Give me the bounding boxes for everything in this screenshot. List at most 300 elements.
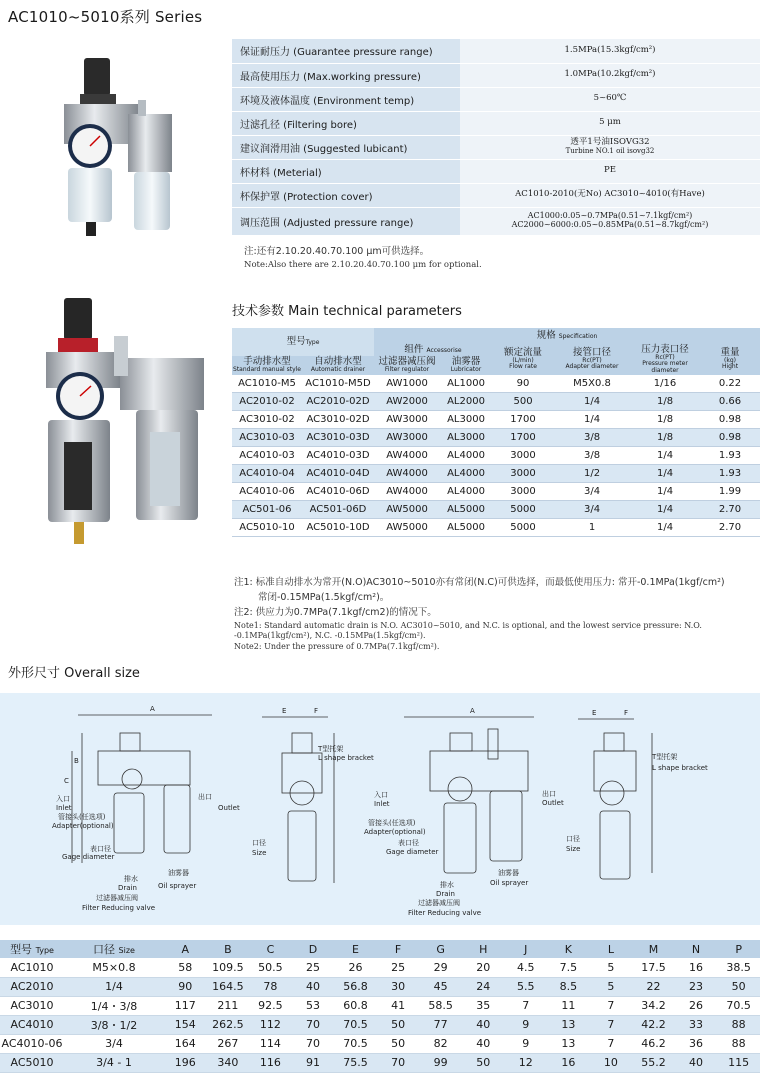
- dims-cell: AC4010: [0, 1015, 64, 1034]
- dims-cell: 8.5: [547, 977, 590, 996]
- dims-cell: 3/4: [64, 1034, 164, 1053]
- dims-cell: 154: [164, 1015, 207, 1034]
- filter-note-cn: 注:还有2.10.20.40.70.100 μm可供选择。: [244, 246, 430, 257]
- dims-cell: 4.5: [505, 958, 548, 977]
- dims-cell: 267: [207, 1034, 250, 1053]
- dims-cell: 29: [419, 958, 462, 977]
- params-cell: 5000: [492, 519, 554, 537]
- inlet-en-2: Inlet: [374, 800, 390, 808]
- dims-row: [0, 996, 760, 1015]
- dims-cell: 33: [675, 1015, 718, 1034]
- dims-cell: 77: [419, 1015, 462, 1034]
- dims-header-label: B: [224, 942, 232, 956]
- spec-label: 建议润滑用油 (Suggested lubicant): [232, 135, 460, 159]
- params-cell: AW1000: [374, 375, 440, 393]
- dims-header-label: L: [607, 942, 614, 956]
- svg-text:A: A: [150, 705, 155, 713]
- spec-value: AC1010-2010(无No) AC3010~4010(有Have): [515, 189, 705, 200]
- svg-text:C: C: [64, 777, 69, 785]
- dims-cell: 88: [717, 1034, 760, 1053]
- dims-cell: 70: [377, 1053, 420, 1072]
- dims-header-label: 型号: [10, 943, 33, 956]
- oil-en-2: Oil sprayer: [490, 879, 529, 887]
- spec-row: [232, 87, 760, 111]
- dims-cell: AC1010: [0, 958, 64, 977]
- params-row: [232, 447, 760, 465]
- note2-cn: 注2: 供应力为0.7MPa(7.1kgf/cm2)的情况下。: [234, 607, 437, 619]
- dims-cell: 70.5: [717, 996, 760, 1015]
- params-cell: AC5010-10D: [302, 519, 374, 537]
- params-cell: 2.70: [700, 519, 760, 537]
- params-row: [232, 429, 760, 447]
- col-model: 型号: [286, 336, 306, 348]
- spec-row: [232, 183, 760, 207]
- outlet-en-2: Outlet: [542, 799, 564, 807]
- dims-cell: 7: [590, 1015, 633, 1034]
- dims-cell: 3/8・1/2: [64, 1015, 164, 1034]
- col-model-en: Type: [305, 339, 320, 347]
- dims-cell: 7: [505, 996, 548, 1015]
- dims-cell: 50: [717, 977, 760, 996]
- params-cell: 1/4: [630, 483, 700, 501]
- dims-cell: 22: [632, 977, 675, 996]
- params-cell: 1/4: [554, 411, 630, 429]
- dims-header-sub: Type: [35, 946, 54, 955]
- dims-cell: 25: [377, 958, 420, 977]
- params-cell: 3000: [492, 465, 554, 483]
- params-cell: AL4000: [440, 465, 492, 483]
- spec-row: [232, 135, 760, 159]
- params-cell: AL4000: [440, 447, 492, 465]
- adapter-cn: 管接头(任选项): [58, 813, 106, 821]
- dims-header-cell: [462, 940, 505, 958]
- dims-header-label: D: [308, 942, 318, 956]
- spec-table: [232, 39, 760, 236]
- product-image-small: [50, 50, 190, 250]
- params-cell: 1/4: [630, 447, 700, 465]
- dims-header-row: [0, 940, 760, 958]
- dims-header-cell: [505, 940, 548, 958]
- params-cell: AL5000: [440, 519, 492, 537]
- dims-cell: 13: [547, 1015, 590, 1034]
- params-cell: AC501-06D: [302, 501, 374, 519]
- dims-cell: 30: [377, 977, 420, 996]
- dims-cell: 82: [419, 1034, 462, 1053]
- dims-header-label: H: [479, 942, 488, 956]
- params-cell: AW5000: [374, 501, 440, 519]
- params-cell: 1/8: [630, 411, 700, 429]
- params-cell: AL3000: [440, 411, 492, 429]
- dims-cell: 1/4・3/8: [64, 996, 164, 1015]
- svg-text:A: A: [470, 707, 475, 715]
- dims-cell: 164.5: [207, 977, 250, 996]
- dims-cell: 34.2: [632, 996, 675, 1015]
- params-cell: AL5000: [440, 501, 492, 519]
- dims-cell: 40: [462, 1015, 505, 1034]
- dims-header-cell: [164, 940, 207, 958]
- params-notes: [234, 575, 760, 653]
- params-cell: 3000: [492, 447, 554, 465]
- col-auto: 自动排水型: [314, 356, 362, 368]
- bracket-cn-1: T型托架: [318, 745, 344, 753]
- params-cell: 90: [492, 375, 554, 393]
- dims-header-label: J: [524, 942, 528, 956]
- outlet-cn: 出口: [198, 793, 212, 801]
- spec-label: 环境及液体温度 (Environment temp): [232, 87, 460, 111]
- params-cell: AC1010-M5: [232, 375, 302, 393]
- overall-heading: 外形尺寸 Overall size: [8, 666, 140, 681]
- params-cell: 3/4: [554, 501, 630, 519]
- dims-header-label: P: [735, 942, 742, 956]
- spec-row: [232, 207, 760, 235]
- dims-body: [0, 958, 760, 1072]
- dims-cell: 16: [547, 1053, 590, 1072]
- col-gauge-unit: Rc(PT): [655, 353, 675, 361]
- params-cell: 2.70: [700, 501, 760, 519]
- params-cell: AC2010-02: [232, 393, 302, 411]
- dims-header-label: C: [266, 942, 275, 956]
- bracket-en-1: L shape bracket: [318, 754, 374, 762]
- params-cell: 1.99: [700, 483, 760, 501]
- col-lub: 油雾器: [451, 356, 481, 368]
- gage-en-2: Gage diameter: [386, 848, 439, 856]
- dims-cell: 23: [675, 977, 718, 996]
- inlet-cn-2: 入口: [374, 791, 388, 799]
- params-cell: 1.93: [700, 447, 760, 465]
- params-cell: 1/8: [630, 393, 700, 411]
- dims-cell: 13: [547, 1034, 590, 1053]
- dims-header-label: G: [436, 942, 445, 956]
- dims-header-label: 口径: [93, 943, 116, 956]
- col-filter: 过滤器减压阀: [378, 356, 436, 368]
- outlet-en: Outlet: [218, 804, 240, 812]
- dims-cell: 90: [164, 977, 207, 996]
- overall-size-diagram: [0, 693, 760, 925]
- col-manual: 手动排水型: [243, 356, 291, 368]
- params-row: [232, 393, 760, 411]
- dims-cell: 50: [462, 1053, 505, 1072]
- frv-cn: 过滤器减压阀: [96, 894, 138, 902]
- dims-cell: 40: [462, 1034, 505, 1053]
- note1-cn-2: 常闭-0.15MPa(1.5kgf/cm²)。: [258, 592, 390, 604]
- dims-cell: 9: [505, 1034, 548, 1053]
- spec-row: [232, 159, 760, 183]
- bracket-cn-2: T型托架: [652, 753, 678, 761]
- adapter-en: Adapter(optional): [52, 822, 114, 830]
- dims-cell: 50: [377, 1034, 420, 1053]
- dims-cell: 50.5: [249, 958, 292, 977]
- dims-cell: AC5010: [0, 1053, 64, 1072]
- col-port-en: Adapter diameter: [565, 363, 619, 371]
- dims-header-cell: [419, 940, 462, 958]
- dims-cell: 26: [675, 996, 718, 1015]
- col-weight: 重量: [720, 347, 740, 359]
- dims-header-cell: [64, 940, 164, 958]
- dims-header-cell: [632, 940, 675, 958]
- spec-value: AC1000:0.05~0.7MPa(0.51~7.1kgf/cm²): [527, 211, 693, 221]
- svg-text:F: F: [314, 707, 319, 715]
- params-cell: 1/4: [630, 501, 700, 519]
- dims-cell: 5: [590, 977, 633, 996]
- params-cell: AL1000: [440, 375, 492, 393]
- spec-label: 杯保护罩 (Protection cover): [232, 183, 460, 207]
- dims-cell: 41: [377, 996, 420, 1015]
- drain-cn: 排水: [124, 875, 138, 883]
- dims-header-cell: [377, 940, 420, 958]
- spec-row: [232, 111, 760, 135]
- params-cell: AC1010-M5D: [302, 375, 374, 393]
- dims-header-label: M: [648, 942, 659, 956]
- params-cell: M5X0.8: [554, 375, 630, 393]
- params-cell: 3/4: [554, 483, 630, 501]
- dims-header-label: K: [564, 942, 572, 956]
- dims-cell: 20: [462, 958, 505, 977]
- params-cell: AW4000: [374, 483, 440, 501]
- inlet-cn: 入口: [56, 795, 70, 803]
- params-cell: AC4010-03D: [302, 447, 374, 465]
- col-flow-en: Flow rate: [509, 363, 537, 371]
- drain-en-2: Drain: [436, 890, 455, 898]
- col-flow-unit: (L/min): [512, 357, 534, 365]
- params-cell: AC4010-04D: [302, 465, 374, 483]
- dims-cell: 92.5: [249, 996, 292, 1015]
- frv-en: Filter Reducing valve: [82, 904, 156, 912]
- drain-en: Drain: [118, 884, 137, 892]
- dims-header-label: A: [181, 942, 190, 956]
- dims-cell: 36: [675, 1034, 718, 1053]
- spec-value: PE: [604, 165, 616, 176]
- spec-label: 杯材料 (Meterial): [232, 159, 460, 183]
- drawing-2: [262, 717, 334, 883]
- dims-header-label: F: [394, 942, 402, 956]
- svg-text:E: E: [282, 707, 287, 715]
- size-cn-1: 口径: [252, 839, 266, 847]
- size-en-2: Size: [566, 845, 581, 853]
- params-cell: AW5000: [374, 519, 440, 537]
- dims-cell: 16: [675, 958, 718, 977]
- params-cell: AL3000: [440, 429, 492, 447]
- dims-cell: 60.8: [334, 996, 377, 1015]
- dims-header-label: N: [691, 942, 701, 956]
- oil-cn: 油雾器: [168, 869, 189, 877]
- params-cell: AC3010-02: [232, 411, 302, 429]
- dims-cell: 70.5: [334, 1034, 377, 1053]
- dims-header-cell: [207, 940, 250, 958]
- dims-cell: 7: [590, 1034, 633, 1053]
- params-cell: AC4010-06D: [302, 483, 374, 501]
- note2-en: Note2: Under the pressure of 0.7MPa(7.1kgf/cm²).: [234, 642, 440, 652]
- dims-cell: 11: [547, 996, 590, 1015]
- params-cell: 1.93: [700, 465, 760, 483]
- page-title: AC1010~5010系列 Series: [8, 8, 203, 26]
- outlet-cn-2: 出口: [542, 790, 556, 798]
- dims-cell: 58: [164, 958, 207, 977]
- dims-cell: 25: [292, 958, 335, 977]
- dims-row: [0, 977, 760, 996]
- params-cell: AW3000: [374, 411, 440, 429]
- dims-row: [0, 1034, 760, 1053]
- drawing-4: [578, 719, 652, 879]
- dims-cell: M5×0.8: [64, 958, 164, 977]
- dims-cell: 116: [249, 1053, 292, 1072]
- spec-row: [232, 63, 760, 87]
- col-gauge: 压力表口径: [641, 344, 689, 355]
- dims-cell: 12: [505, 1053, 548, 1072]
- note1-cn: 注1: 标准自动排水为常开(N.O)AC3010~5010亦有常闭(N.C)可供选择，而最低使用压力: 常开-0.1MPa(1kgf/cm²): [234, 577, 725, 588]
- dims-cell: 340: [207, 1053, 250, 1072]
- params-cell: AW4000: [374, 465, 440, 483]
- dims-cell: 109.5: [207, 958, 250, 977]
- spec-row: [232, 39, 760, 63]
- params-cell: 500: [492, 393, 554, 411]
- params-cell: 1/4: [554, 393, 630, 411]
- spec-value: 透平1号油ISOVG32: [570, 137, 650, 148]
- oil-cn-2: 油雾器: [498, 869, 519, 877]
- params-cell: 0.22: [700, 375, 760, 393]
- dims-cell: 42.2: [632, 1015, 675, 1034]
- adapter-cn-2: 管接头(任选项): [368, 819, 416, 827]
- params-cell: AC4010-04: [232, 465, 302, 483]
- dims-cell: 40: [292, 977, 335, 996]
- dims-cell: 88: [717, 1015, 760, 1034]
- dims-cell: 24: [462, 977, 505, 996]
- params-cell: AC501-06: [232, 501, 302, 519]
- params-cell: 1/16: [630, 375, 700, 393]
- frv-en-2: Filter Reducing valve: [408, 909, 482, 917]
- dims-cell: 53: [292, 996, 335, 1015]
- params-cell: 1/2: [554, 465, 630, 483]
- dims-cell: 75.5: [334, 1053, 377, 1072]
- gage-en: Gage diameter: [62, 853, 115, 861]
- dims-cell: 56.8: [334, 977, 377, 996]
- dims-cell: 70: [292, 1034, 335, 1053]
- dims-cell: 70: [292, 1015, 335, 1034]
- gage-cn: 表口径: [90, 845, 111, 853]
- params-cell: 0.98: [700, 411, 760, 429]
- col-component-en: Accessorise: [426, 347, 462, 355]
- params-cell: AW3000: [374, 429, 440, 447]
- dims-cell: 40: [675, 1053, 718, 1072]
- params-cell: AL2000: [440, 393, 492, 411]
- params-cell: 3000: [492, 483, 554, 501]
- size-en-1: Size: [252, 849, 267, 857]
- params-cell: 1/4: [630, 465, 700, 483]
- col-filter-en: Filter regulator: [384, 366, 430, 374]
- filter-note-en: Note:Also there are 2.10.20.40.70.100 μm for optional.: [244, 260, 482, 270]
- params-cell: 1: [554, 519, 630, 537]
- params-cell: 0.66: [700, 393, 760, 411]
- col-gauge-en: Pressure meter diameter: [642, 360, 688, 374]
- params-row: [232, 411, 760, 429]
- dims-cell: AC3010: [0, 996, 64, 1015]
- product-image-large: [36, 292, 214, 557]
- col-flow: 额定流量: [504, 347, 543, 359]
- size-cn-2: 口径: [566, 835, 580, 843]
- dims-cell: 9: [505, 1015, 548, 1034]
- spec-subvalue: Turbine NO.1 oil isovg32: [565, 146, 655, 155]
- params-cell: AC5010-10: [232, 519, 302, 537]
- spec-label: 调压范围 (Adjusted pressure range): [232, 207, 460, 235]
- params-cell: AW2000: [374, 393, 440, 411]
- dims-cell: AC2010: [0, 977, 64, 996]
- spec-label: 保证耐压力 (Guarantee pressure range): [232, 39, 460, 63]
- svg-text:E: E: [592, 709, 597, 717]
- col-manual-en: Standard manual style: [233, 366, 301, 374]
- spec-value: 5~60℃: [593, 93, 627, 104]
- spec-value: 5 μm: [599, 117, 621, 128]
- params-body: [232, 375, 760, 537]
- spec-label: 过滤孔径 (Filtering bore): [232, 111, 460, 135]
- col-spec: 规格: [536, 330, 556, 342]
- params-row: [232, 519, 760, 537]
- dims-header-cell: [590, 940, 633, 958]
- params-cell: AC3010-03D: [302, 429, 374, 447]
- dims-row: [0, 1015, 760, 1034]
- params-row: [232, 483, 760, 501]
- note1-en: Note1: Standard automatic drain is N.O. AC3010~5010, and N.C. is optional, and the lowest service pressure: N.O. -0.1MPa(1kgf/cm²), N.C. -0.15MPa(1.5kgf/cm²).: [234, 620, 702, 641]
- dims-cell: 46.2: [632, 1034, 675, 1053]
- drain-cn-2: 排水: [440, 881, 454, 889]
- dimensions-table: [0, 940, 760, 1073]
- params-cell: 5000: [492, 501, 554, 519]
- col-component: 组件: [404, 344, 424, 356]
- dims-header-cell: [547, 940, 590, 958]
- dims-header-cell: [0, 940, 64, 958]
- dims-header-cell: [717, 940, 760, 958]
- dims-cell: 114: [249, 1034, 292, 1053]
- dims-header-label: E: [352, 942, 359, 956]
- params-row: [232, 465, 760, 483]
- params-table: [232, 328, 760, 537]
- dims-cell: 112: [249, 1015, 292, 1034]
- dims-cell: 78: [249, 977, 292, 996]
- dims-header-sub: Size: [118, 946, 135, 955]
- params-cell: 1700: [492, 429, 554, 447]
- params-row: [232, 375, 760, 393]
- params-cell: AL4000: [440, 483, 492, 501]
- params-cell: 0.98: [700, 429, 760, 447]
- dims-cell: 99: [419, 1053, 462, 1072]
- dims-header-cell: [334, 940, 377, 958]
- params-cell: 3/8: [554, 429, 630, 447]
- dims-cell: 262.5: [207, 1015, 250, 1034]
- dims-cell: 70.5: [334, 1015, 377, 1034]
- dims-header-cell: [675, 940, 718, 958]
- dims-cell: 45: [419, 977, 462, 996]
- dims-cell: 91: [292, 1053, 335, 1072]
- dims-cell: 115: [717, 1053, 760, 1072]
- params-cell: 1/8: [630, 429, 700, 447]
- col-auto-en: Automatic drainer: [310, 366, 366, 374]
- dims-cell: 5: [590, 958, 633, 977]
- dims-header-cell: [249, 940, 292, 958]
- dims-cell: 164: [164, 1034, 207, 1053]
- dims-row: [0, 958, 760, 977]
- inlet-en: Inlet: [56, 804, 72, 812]
- params-cell: AC4010-06: [232, 483, 302, 501]
- dims-cell: 3/4 - 1: [64, 1053, 164, 1072]
- dims-cell: 17.5: [632, 958, 675, 977]
- oil-en: Oil sprayer: [158, 882, 197, 890]
- params-cell: 3/8: [554, 447, 630, 465]
- dims-cell: 10: [590, 1053, 633, 1072]
- svg-text:B: B: [74, 757, 79, 765]
- dims-cell: 35: [462, 996, 505, 1015]
- params-cell: AW4000: [374, 447, 440, 465]
- adapter-en-2: Adapter(optional): [364, 828, 426, 836]
- gage-cn-2: 表口径: [398, 839, 419, 847]
- dims-cell: 7: [590, 996, 633, 1015]
